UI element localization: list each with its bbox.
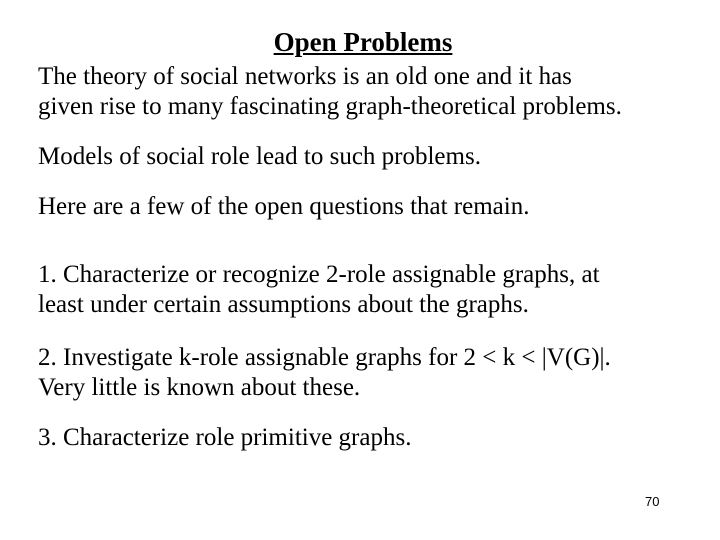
paragraph-line: Models of social role lead to such problems.	[38, 143, 481, 170]
paragraph-line: Here are a few of the open questions that remain.	[38, 193, 530, 220]
paragraph-intro	[38, 62, 622, 122]
paragraph-line: 1. Characterize or recognize 2-role assignable graphs, at	[38, 261, 600, 288]
problem-item-3	[38, 423, 411, 453]
paragraph-models	[38, 142, 481, 172]
paragraph-line: least under certain assumptions about the graphs.	[38, 291, 529, 318]
paragraph-open-questions	[38, 192, 529, 222]
paragraph-line: The theory of social networks is an old one and it has	[38, 63, 572, 90]
paragraph-line: Very little is known about these.	[38, 374, 361, 401]
page-number: 70	[645, 494, 660, 509]
slide-title: Open Problems	[273, 27, 453, 57]
problem-item-1	[38, 260, 600, 320]
problem-item-2	[38, 343, 611, 403]
paragraph-line: 2. Investigate k-role assignable graphs for 2 < k < |V(G)|.	[38, 344, 611, 371]
paragraph-line: 3. Characterize role primitive graphs.	[38, 424, 412, 451]
paragraph-line: given rise to many fascinating graph-theoretical problems.	[38, 93, 622, 120]
